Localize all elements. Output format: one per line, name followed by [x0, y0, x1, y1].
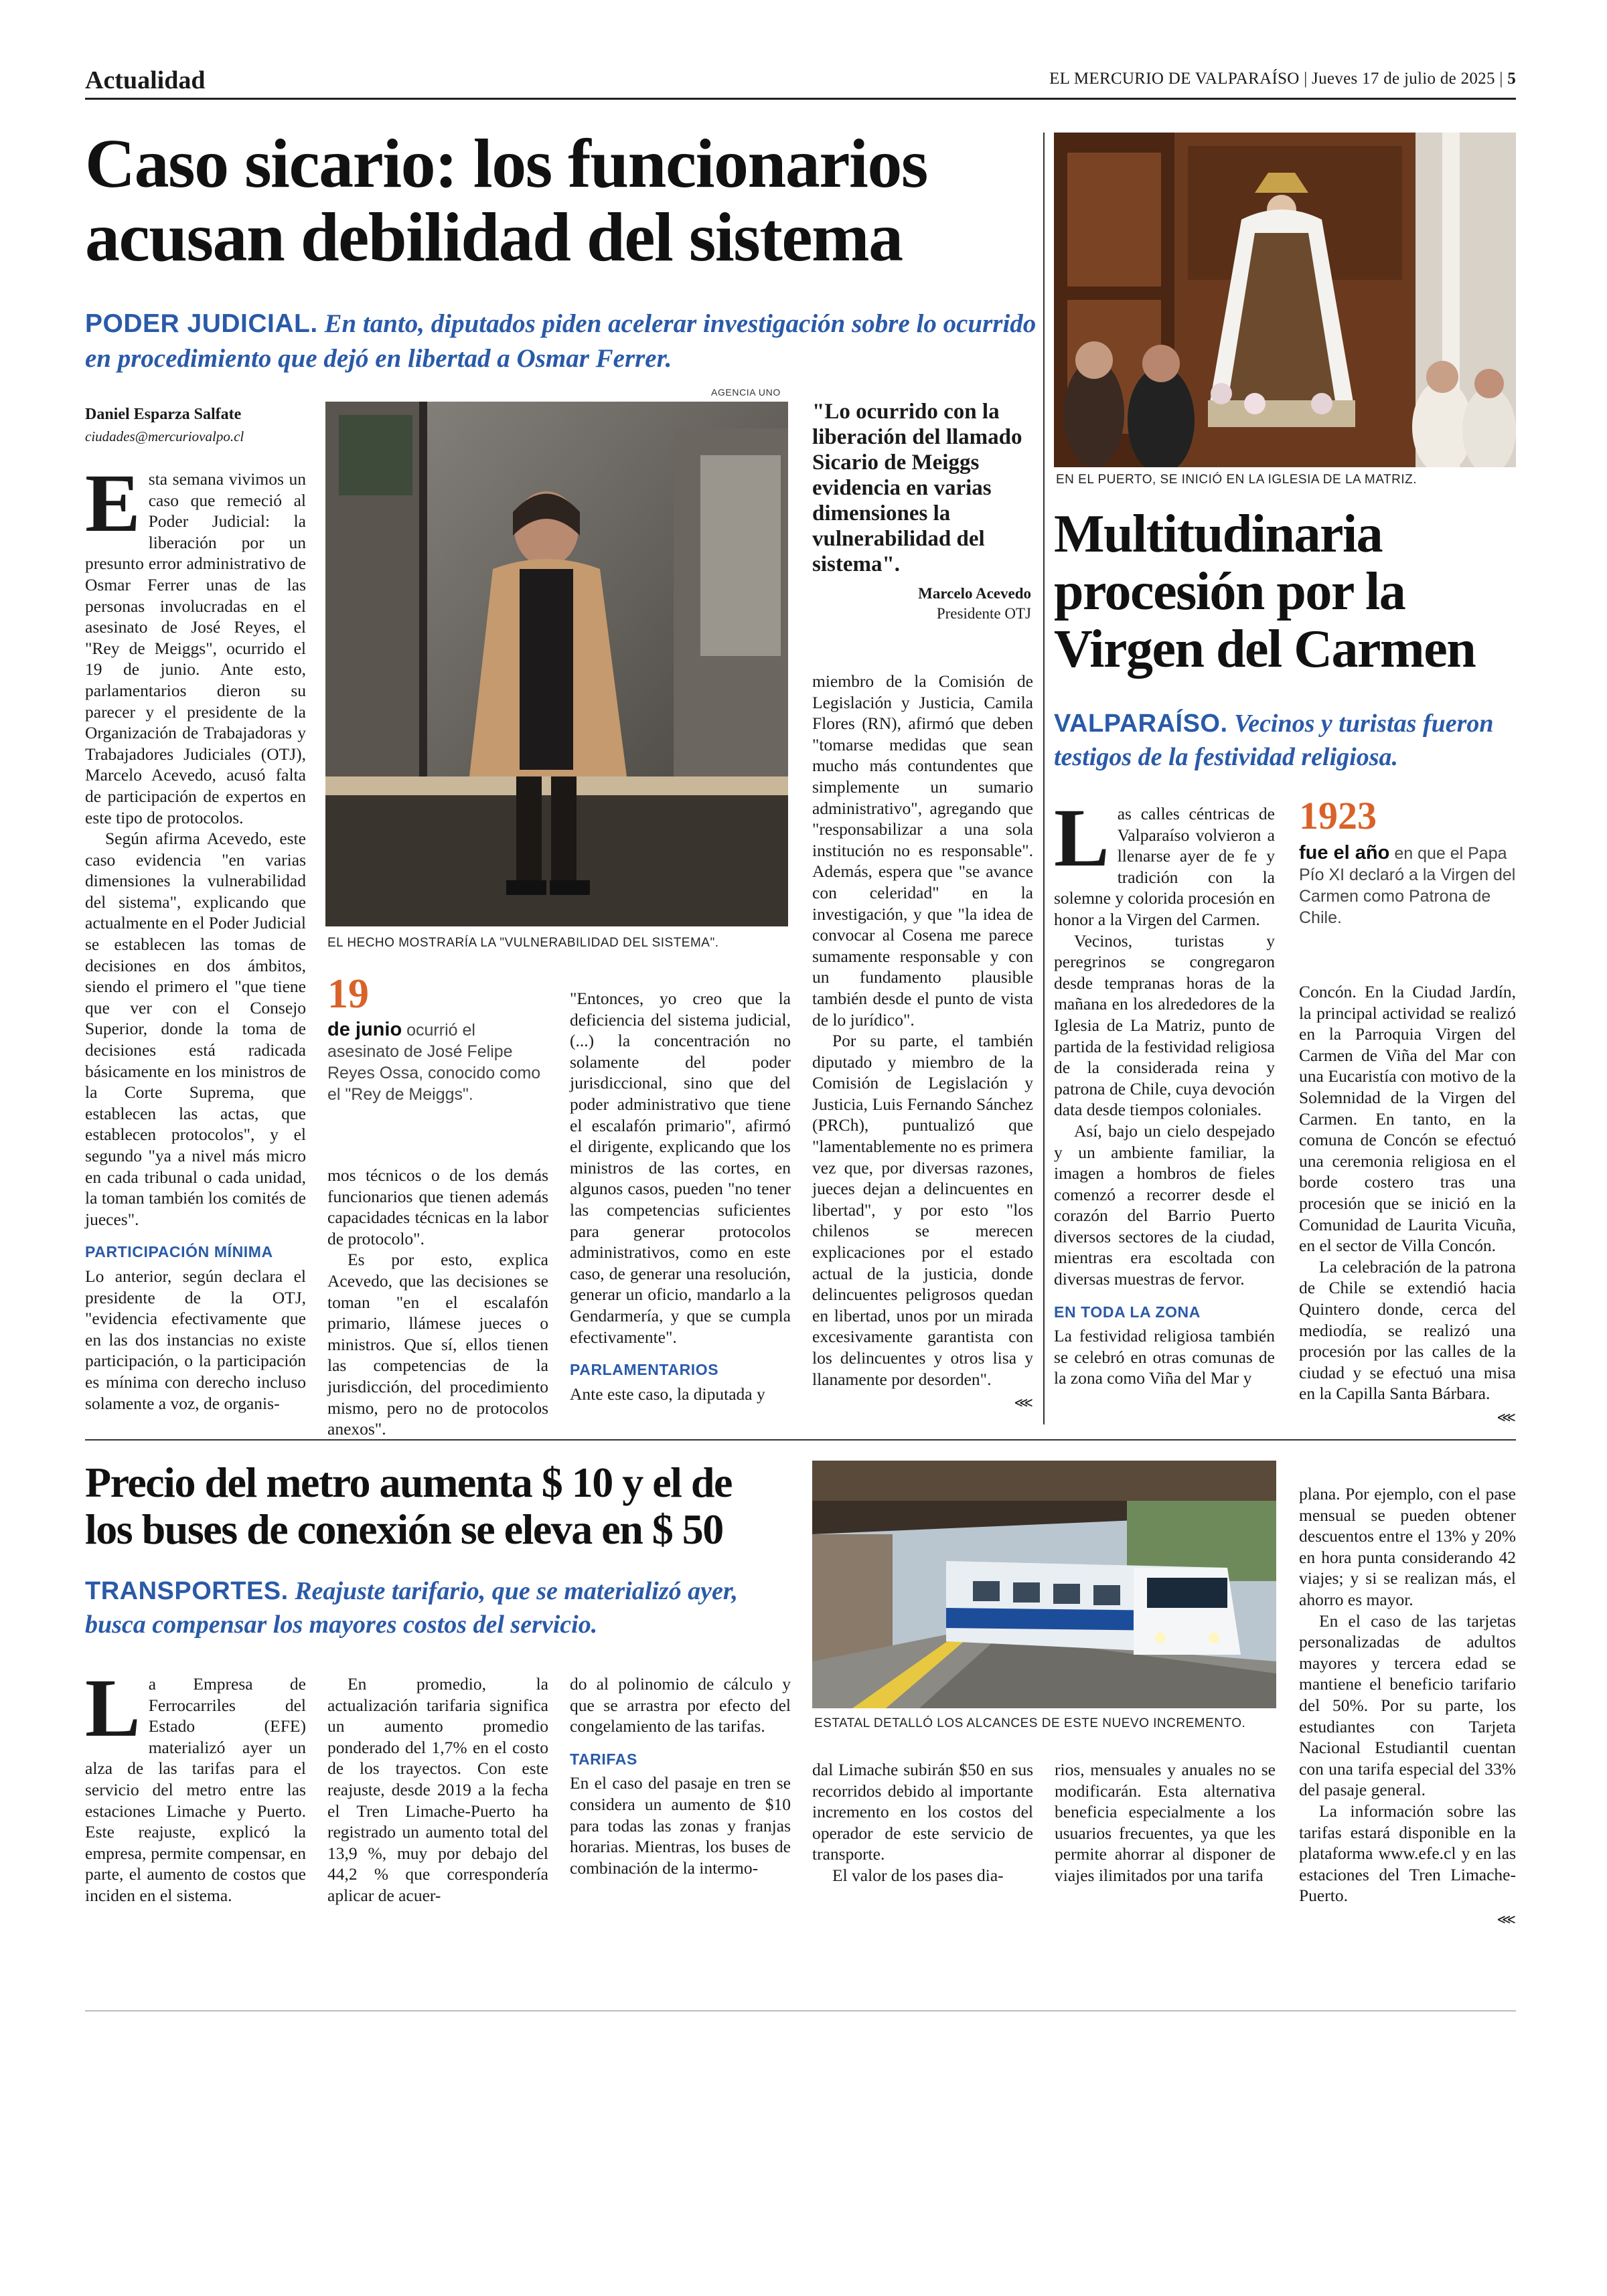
article1-stat-number: 19 [327, 971, 369, 1017]
article2-col1 [1054, 792, 1275, 1389]
article1-col4 [812, 671, 1033, 1414]
article1-photo-caption: EL HECHO MOSTRARÍA LA "VULNERABILIDAD DEL SISTEMA". [327, 936, 719, 950]
article1-paragraph: Es por esto, explica Acevedo, que las decisiones se toman "en el escalafón primario, llámese jueces o ministros. Que sí, ellos tienen las competencias de la jurisdicción, del procedimiento mismo, pero no de protocolos anexos". [327, 1250, 548, 1439]
article2-subhead-zona: EN TODA LA ZONA [1054, 1303, 1201, 1321]
article1-paragraph: sta semana vivimos un caso que remeció al Poder Judicial: la liberación por un presunto error administrativo de Osmar Ferrer unas de las personas involucradas en el asesinato de José Reyes, el "Rey de Meiggs", ocurrido el 19 de junio. Ante esto, parlamentarios dieron su parecer y el presidente de la Organización de Trabajadoras y Trabajadores Judiciales (OTJ), Marcelo Acevedo, acusó falta de participación de expertos en este tipo de protocolos. [85, 469, 306, 827]
photo-woman-courthouse [325, 402, 788, 926]
article3-subhead-tarifas: TARIFAS [570, 1750, 637, 1768]
article1-photo [325, 402, 788, 926]
page-number: 5 [1507, 70, 1516, 88]
article3-paragraph: plana. Por ejemplo, con el pase mensual se pueden obtener descuentos entre el 13% y 20% en hora punta considerando 42 viajes; y si se realizan más, el ahorro es mayor. [1299, 1484, 1516, 1609]
article1-headline: Caso sicario: los funcionarios acusan debilidad del sistema [85, 125, 927, 276]
end-of-article-icon: ⋘ [1497, 1408, 1516, 1425]
quote-author-name: Marcelo Acevedo [918, 585, 1031, 602]
article1-photo-credit: AGENCIA UNO [711, 387, 781, 398]
article1-paragraph: Ante este caso, la diputada y [570, 1384, 765, 1404]
article3-col2 [327, 1673, 548, 1906]
article2-paragraph: Así, bajo un cielo despejado y un ambiente familiar, la imagen a hombros de fieles comenzó a recorrer desde el corazón del Barrio Puerto diversos sectores de la ciudad, mientras era escoltada con diversas muestras de fervor. [1054, 1121, 1275, 1289]
article3-col1 [85, 1662, 306, 1906]
article3-paragraph: do al polinomio de cálculo y que se arrastra por efecto del congelamiento de las tarifas. [570, 1674, 791, 1736]
article3-paragraph: En promedio, la actualización tarifaria significa un aumento promedio ponderado del 1,7% en el costo de los trayectos. Con este reajuste, desde 2019 a la fecha el Tren Limache-Puerto ha registrado un aumento total del 13,9 %, muy por debajo del 44,2 % que correspondería aplicar de acuer- [327, 1674, 548, 1905]
stat-bold: de junio [327, 1019, 402, 1040]
article3-paragraph: La información sobre las tarifas estará disponible en la plataforma www.efe.cl y en las estaciones del Tren Limache-Puerto. [1299, 1801, 1516, 1906]
article2-paragraph: Vecinos, turistas y peregrinos se congregaron desde tempranas horas de la mañana en los alrededores de la Iglesia de La Matriz, punto de partida de la festividad religiosa de la considerada reina y patrona de Chile, cuya devoción data desde tiempos coloniales. [1054, 930, 1275, 1120]
photo-metro-train [812, 1461, 1276, 1708]
article3-col6 [1299, 1483, 1516, 1930]
article2-photo [1054, 133, 1516, 467]
article2-lead [1054, 707, 1523, 774]
drop-cap: L [1054, 792, 1109, 884]
article3-paragraph: dal Limache subirán $50 en sus recorridos debido al importante incremento en los costos del operador de este servicio de transporte. [812, 1760, 1033, 1864]
photo-virgin-procession [1054, 133, 1516, 467]
article3-col5 [1055, 1759, 1276, 1886]
article1-email[interactable]: ciudades@mercuriovalpo.cl [85, 428, 244, 444]
masthead-info: EL MERCURIO DE VALPARAÍSO | Jueves 17 de julio de 2025 | 5 [1049, 70, 1516, 88]
article3-col3 [570, 1673, 791, 1878]
article1-col3 [570, 988, 791, 1404]
article1-col2 [327, 1165, 548, 1440]
article1-stat-text [327, 1019, 542, 1105]
article3-photo-caption: ESTATAL DETALLÓ LOS ALCANCES DE ESTE NUEVO INCREMENTO. [814, 1716, 1246, 1730]
section-title: Actualidad [85, 66, 206, 94]
article1-quote-attribution [812, 584, 1031, 624]
article1-pull-quote: "Lo ocurrido con la liberación del llamado Sicario de Meiggs evidencia en varias dimensiones la vulnerabilidad del sistema". [812, 400, 1022, 576]
article2-stat-number: 1923 [1299, 794, 1377, 837]
article1-paragraph: Lo anterior, según declara el presidente de la OTJ, "evidencia efectivamente que en las dos instancias no existe participación, o la participación es mínima con derecho incluso solamente a voz, de organis- [85, 1266, 306, 1413]
article3-headline: Precio del metro aumenta $ 10 y el de los buses de conexión se eleva en $ 50 [85, 1459, 732, 1553]
article1-paragraph: "Entonces, yo creo que la deficiencia del sistema judicial, (...) la concentración no solamente del poder jurisdiccional, sino que del poder administrativo que tiene el escalafón primario", afirmó el dirigente, explicando que los ministros de las cortes, en algunos casos, pueden "no tener las competencias suficientes para generar protocolos administrativos, como en este caso, de generar una resolución, generar un oficio, mandarlo a la Gendarmería, y que se cumpla efectivamente". [570, 989, 791, 1347]
article3-photo [812, 1461, 1276, 1708]
paper-name: EL MERCURIO DE VALPARAÍSO [1049, 70, 1300, 88]
section-divider [85, 1439, 1516, 1441]
article1-paragraph: Por su parte, el también diputado y miembro de la Comisión de Legislación y Justicia, Luis Fernando Sánchez (PRCh), puntualizó que "lamentablemente no es primera vez que, por diversas razones, jueces dejan a delincuentes en libertad", y por esto "los chilenos se merecen explicaciones por el estado actual de la justicia, donde delincuentes peligrosos quedan en libertad, unos por un mirada excesivamente garantista con los delincuentes y otros lisa y llanamente por desorden". [812, 1031, 1033, 1389]
stat-bold: fue el año [1299, 842, 1390, 864]
article1-paragraph: mos técnicos o de los demás funcionarios que tienen además capacidades técnicas en la labor de protocolo". [327, 1165, 548, 1248]
article2-photo-caption: EN EL PUERTO, SE INICIÓ EN LA IGLESIA DE LA MATRIZ. [1056, 473, 1418, 487]
article3-paragraph: En el caso del pasaje en tren se considera un aumento de $10 para todas las zonas y franjas horarias. Mientras, los buses de combinación de la intermo- [570, 1773, 791, 1878]
article3-paragraph: En el caso de las tarjetas personalizadas de adultos mayores y tercera edad se mantiene el beneficio tarifario del 50%. Por su parte, los estudiantes con Tarjeta Nacional Estudiantil cuentan con una tarifa especial del 33% del pasaje general. [1299, 1611, 1516, 1800]
article2-kicker: VALPARAÍSO. [1054, 710, 1228, 738]
issue-date: Jueves 17 de julio de 2025 [1312, 70, 1495, 88]
stat-body: ocurrió el asesinato de José Felipe Reyes Ossa, conocido como el "Rey de Meiggs". [327, 1021, 541, 1104]
header-rule [85, 98, 1516, 100]
drop-cap: E [85, 457, 141, 549]
end-of-article-icon: ⋘ [1014, 1394, 1033, 1411]
footer-rule [85, 2010, 1516, 2012]
article3-col4 [812, 1759, 1033, 1886]
article2-stat-text [1299, 842, 1516, 928]
article1-paragraph: miembro de la Comisión de Legislación y Justicia, Camila Flores (RN), afirmó que deben "tomarse medidas que sean mucho más contundentes que simplemente un sumario administrativo", agregando que "responsabilizar a una sola institución no es responsable". Además, espera que "se avance con celeridad" en la investigación, y que "la idea de convocar al Cosena me parece sumamente responsable y con un fundamento plausible también desde el punto de vista de lo jurídico". [812, 671, 1033, 1030]
drop-cap: L [85, 1662, 141, 1754]
article1-author: Daniel Esparza Salfate [85, 406, 242, 423]
article2-paragraph: Concón. En la Ciudad Jardín, la principal actividad se realizó en la Parroquia Virgen del Carmen de Viña del Mar con una Eucaristía con motivo de la Solemnidad de la Virgen del Carmen. En tanto, en la comuna de Concón se efectuó una ceremonia religiosa en el borde costero tras una procesión que se inició en la Comunidad de Laurita Vicuña, en el sector de Villa Concón. [1299, 982, 1516, 1256]
end-of-article-icon: ⋘ [1497, 1910, 1516, 1927]
article3-lead-text: Reajuste tarifario, que se materializó ayer, busca compensar los mayores costos del servicio. [85, 1577, 739, 1639]
article2-paragraph: La celebración de la patrona de Chile se extendió hacia Quintero donde, cerca del mediodía, se realizó una procesión por las calles de la ciudad y se efectuó una misa en la Capilla Santa Bárbara. [1299, 1256, 1516, 1404]
article2-paragraph: as calles céntricas de Valparaíso volvieron a llenarse ayer de fe y tradición con la solemne y colorida procesión en honor a la Virgen del Carmen. [1054, 804, 1275, 929]
article3-kicker: TRANSPORTES. [85, 1577, 289, 1605]
article1-subhead-participacion: PARTICIPACIÓN MÍNIMA [85, 1243, 273, 1261]
article1-kicker: PODER JUDICIAL. [85, 309, 318, 338]
article1-paragraph: Según afirma Acevedo, este caso evidencia "en varias dimensiones la vulnerabilidad del sistema", explicando que actualmente en el Poder Judicial se establecen las tomas de decisiones en dos ámbitos, siendo el primero el "que tiene que ver con el Consejo Superior, donde la toma de decisiones está radicada básicamente en los ministros de la Corte Suprema, que establecen las actas, que establecen protocolos", y el segundo "ya a nivel más micro en cada tribunal o cada unidad, la toman también los comités de jueces". [85, 829, 306, 1229]
article2-paragraph: La festividad religiosa también se celebró en otras comunas de la zona como Viña del Mar y [1054, 1326, 1275, 1388]
article1-lead [85, 307, 1049, 376]
article1-col1 [85, 457, 306, 1414]
article3-lead [85, 1574, 788, 1641]
article2-lead-text: Vecinos y turistas fueron testigos de la festividad religiosa. [1054, 710, 1494, 771]
article3-paragraph: El valor de los pases dia- [832, 1865, 1004, 1885]
article1-subhead-parlamentarios: PARLAMENTARIOS [570, 1361, 719, 1379]
article2-col2 [1299, 981, 1516, 1428]
article3-paragraph: a Empresa de Ferrocarriles del Estado (EFE) materializó ayer un alza de las tarifas para el servicio del metro entre las estaciones Limache y Puerto. Este reajuste, explicó la empresa, permite compensar, en parte, el aumento de costos que inciden en el sistema. [85, 1674, 306, 1905]
article3-paragraph: rios, mensuales y anuales no se modificarán. Esta alternativa beneficia especialmente a los usuarios frecuentes, ya que les permite ahorrar al disponer de viajes ilimitados por una tarifa [1055, 1760, 1276, 1885]
quote-author-role: Presidente OTJ [936, 605, 1031, 622]
article1-lead-text: En tanto, diputados piden acelerar investigación sobre lo ocurrido en procedimiento que dejó en libertad a Osmar Ferrer. [85, 309, 1037, 373]
stat-body: en que el Papa Pío XI declaró a la Virgen del Carmen como Patrona de Chile. [1299, 844, 1516, 927]
column-divider [1043, 133, 1045, 1424]
article2-headline: Multitudinaria procesión por la Virgen del Carmen [1054, 505, 1476, 679]
